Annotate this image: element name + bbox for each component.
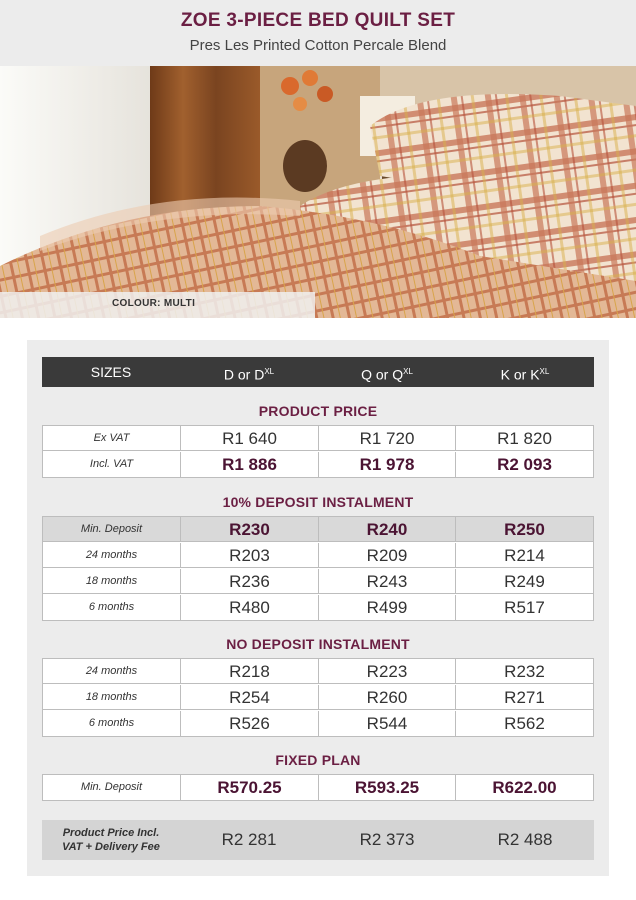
table-row bbox=[43, 659, 593, 684]
page-subtitle: Pres Les Printed Cotton Percale Blend bbox=[189, 37, 447, 54]
total-label-line1: Product Price Incl. bbox=[62, 827, 160, 839]
price-queen: R1 720 bbox=[319, 426, 456, 451]
colour-label: COLOUR: MULTI bbox=[112, 298, 196, 309]
header-king-sup: XL bbox=[539, 367, 550, 376]
price-double: R570.25 bbox=[181, 775, 319, 800]
price-double: R218 bbox=[181, 659, 319, 684]
section-no-deposit: NO DEPOSIT INSTALMENT bbox=[226, 636, 410, 652]
row-label: Min. Deposit bbox=[43, 517, 181, 542]
price-king: R249 bbox=[504, 572, 545, 591]
row-label: Min. Deposit bbox=[43, 775, 181, 800]
price-king: R1 820 bbox=[497, 429, 552, 448]
fixed-plan-table bbox=[42, 774, 594, 801]
price-queen: R209 bbox=[319, 543, 456, 568]
price-double: R1 640 bbox=[181, 426, 319, 451]
header-double-sup: XL bbox=[264, 367, 275, 376]
total-queen: R2 373 bbox=[359, 830, 415, 849]
price-double: R230 bbox=[181, 517, 319, 542]
price-king: R517 bbox=[504, 598, 545, 617]
table-row bbox=[43, 426, 593, 451]
price-king: R562 bbox=[504, 714, 545, 733]
price-queen: R260 bbox=[319, 685, 456, 710]
price-queen: R243 bbox=[319, 569, 456, 594]
price-king: R214 bbox=[504, 546, 545, 565]
price-queen: R544 bbox=[319, 711, 456, 736]
product-photo bbox=[0, 66, 636, 318]
deposit-table bbox=[42, 516, 594, 621]
table-row bbox=[43, 452, 593, 477]
price-double: R236 bbox=[181, 569, 319, 594]
row-label: 24 months bbox=[43, 543, 181, 568]
header-sizes-label: SIZES bbox=[90, 364, 132, 380]
table-row bbox=[43, 595, 593, 620]
header-double-label: D or D bbox=[223, 366, 265, 383]
total-double: R2 281 bbox=[221, 830, 277, 849]
row-label: 18 months bbox=[43, 569, 181, 594]
price-king: R622.00 bbox=[492, 778, 557, 797]
table-row bbox=[43, 517, 593, 542]
table-row bbox=[43, 569, 593, 594]
bedroom-illustration bbox=[0, 66, 636, 318]
product-price-table bbox=[42, 425, 594, 478]
price-queen: R240 bbox=[319, 517, 456, 542]
price-double: R480 bbox=[181, 595, 319, 620]
price-double: R526 bbox=[181, 711, 319, 736]
page-title: ZOE 3-PIECE BED QUILT SET bbox=[180, 10, 456, 31]
no-deposit-table bbox=[42, 658, 594, 737]
total-king: R2 488 bbox=[497, 830, 553, 849]
header-king bbox=[456, 357, 594, 387]
price-double: R254 bbox=[181, 685, 319, 710]
price-king: R232 bbox=[504, 662, 545, 681]
price-queen: R223 bbox=[319, 659, 456, 684]
section-fixed-plan: FIXED PLAN bbox=[275, 752, 361, 768]
price-queen: R499 bbox=[319, 595, 456, 620]
section-product-price: PRODUCT PRICE bbox=[258, 403, 378, 419]
table-row bbox=[43, 775, 593, 800]
header-sizes bbox=[42, 357, 180, 387]
price-double: R203 bbox=[181, 543, 319, 568]
row-label: Incl. VAT bbox=[43, 452, 181, 477]
table-row bbox=[43, 685, 593, 710]
row-label: 6 months bbox=[43, 595, 181, 620]
total-label-line2: VAT + Delivery Fee bbox=[62, 841, 160, 853]
row-label: 24 months bbox=[43, 659, 181, 684]
price-queen: R1 978 bbox=[319, 452, 456, 477]
total-price-row bbox=[42, 820, 594, 860]
price-king: R250 bbox=[504, 520, 545, 539]
row-label: Ex VAT bbox=[43, 426, 181, 451]
total-label bbox=[42, 826, 180, 854]
table-row bbox=[43, 711, 593, 736]
price-queen: R593.25 bbox=[319, 775, 456, 800]
header-double bbox=[180, 357, 318, 387]
price-double: R1 886 bbox=[181, 452, 319, 477]
header-queen bbox=[318, 357, 456, 387]
page-header bbox=[0, 0, 636, 66]
table-row bbox=[43, 543, 593, 568]
header-king-label: K or K bbox=[500, 366, 540, 383]
price-king: R2 093 bbox=[497, 455, 552, 474]
table-header bbox=[42, 357, 594, 387]
row-label: 18 months bbox=[43, 685, 181, 710]
header-queen-sup: XL bbox=[403, 367, 413, 376]
header-queen-label: Q or Q bbox=[361, 366, 404, 383]
price-king: R271 bbox=[504, 688, 545, 707]
section-deposit: 10% DEPOSIT INSTALMENT bbox=[222, 494, 414, 510]
row-label: 6 months bbox=[43, 711, 181, 736]
